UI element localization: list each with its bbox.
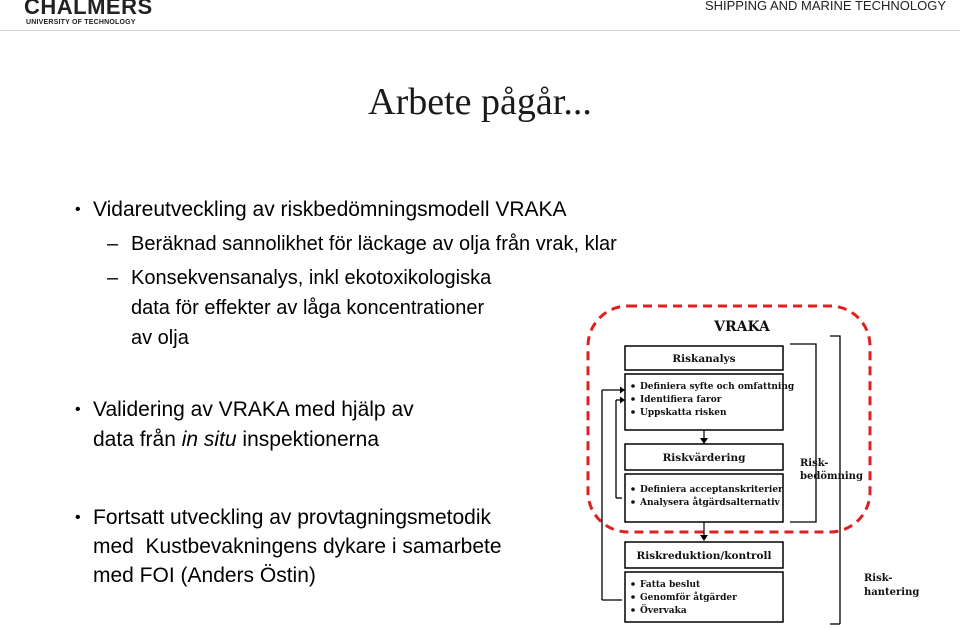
- bullet-dot-icon: •: [75, 401, 81, 418]
- riskbedomning-label-1: Risk-: [800, 458, 829, 469]
- chalmers-logo: [24, 0, 153, 26]
- bullet-item: [75, 196, 567, 224]
- bullet-dot-icon: •: [75, 201, 81, 218]
- list-item: Definiera syfte och omfattning: [640, 382, 795, 392]
- bullet-text-part: inspektionerna: [236, 428, 380, 451]
- bullet-text-italic: in situ: [181, 428, 237, 451]
- sub-bullet-item: [107, 264, 491, 292]
- slide-title: Arbete pågår...: [368, 81, 592, 123]
- header-divider: [0, 30, 960, 31]
- bullet-text-line: [93, 426, 379, 454]
- bullet-item: [75, 504, 491, 532]
- logo-subtitle: UNIVERSITY OF TECHNOLOGY: [26, 19, 136, 26]
- list-dot-icon: [631, 487, 635, 491]
- bullet-continuation: [75, 426, 379, 454]
- dash-icon: –: [107, 233, 119, 255]
- list-item: Definiera acceptanskriterier: [640, 485, 783, 495]
- dash-icon: –: [107, 267, 119, 289]
- riskvardering-label: Riskvärdering: [662, 452, 746, 464]
- sub-bullet-text: av olja: [131, 327, 189, 349]
- bullet-text: Validering av VRAKA med hjälp av: [93, 398, 414, 421]
- sub-bullet-text: Beräknad sannolikhet för läckage av olja från vrak, klar: [131, 233, 617, 255]
- list-item: Identifiera faror: [640, 395, 722, 405]
- logo-wordmark: CHALMERS: [24, 0, 153, 19]
- diagram-title: VRAKA: [714, 319, 770, 335]
- vraka-diagram: [578, 300, 938, 625]
- arrow-head-icon: [700, 438, 708, 444]
- list-item: Genomför åtgärder: [640, 593, 737, 603]
- bullet-continuation: [75, 533, 502, 561]
- bullet-text: med FOI (Anders Östin): [93, 564, 316, 587]
- list-dot-icon: [631, 500, 635, 504]
- list-dot-icon: [631, 582, 635, 586]
- bullet-text-part: data från: [93, 428, 182, 451]
- list-item: Övervaka: [640, 606, 687, 616]
- list-item: Uppskatta risken: [640, 408, 727, 418]
- riskanalys-label: Riskanalys: [672, 353, 736, 365]
- list-dot-icon: [631, 410, 635, 414]
- riskbedomning-label-2: bedömning: [800, 471, 863, 482]
- riskreduktion-label: Riskreduktion/kontroll: [636, 550, 772, 562]
- list-dot-icon: [631, 384, 635, 388]
- list-dot-icon: [631, 595, 635, 599]
- list-dot-icon: [631, 608, 635, 612]
- bracket-riskbedomning: [790, 344, 816, 522]
- sub-bullet-text: data för effekter av låga koncentrationer: [131, 297, 485, 319]
- bullet-text: Fortsatt utveckling av provtagningsmetodik: [93, 506, 492, 529]
- list-item: Fatta beslut: [640, 580, 701, 590]
- arrow-head-icon: [700, 535, 708, 541]
- department-name: SHIPPING AND MARINE TECHNOLOGY: [704, 0, 946, 13]
- list-dot-icon: [631, 397, 635, 401]
- sub-bullet-text: Konsekvensanalys, inkl ekotoxikologiska: [131, 267, 492, 289]
- bullet-text: med Kustbevakningens dykare i samarbete: [93, 535, 502, 558]
- bullet-dot-icon: •: [75, 509, 81, 526]
- riskhantering-label-1: Risk-: [864, 573, 893, 584]
- list-item: Analysera åtgärdsalternativ: [640, 498, 780, 508]
- bullet-continuation: [75, 562, 316, 590]
- riskhantering-label-2: hantering: [864, 587, 920, 598]
- sub-bullet-item: [107, 230, 617, 258]
- bullet-item: [75, 396, 414, 424]
- sub-bullet-continuation: [107, 324, 189, 352]
- bullet-text: Vidareutveckling av riskbedömningsmodell VRAKA: [93, 198, 567, 221]
- sub-bullet-continuation: [107, 294, 484, 322]
